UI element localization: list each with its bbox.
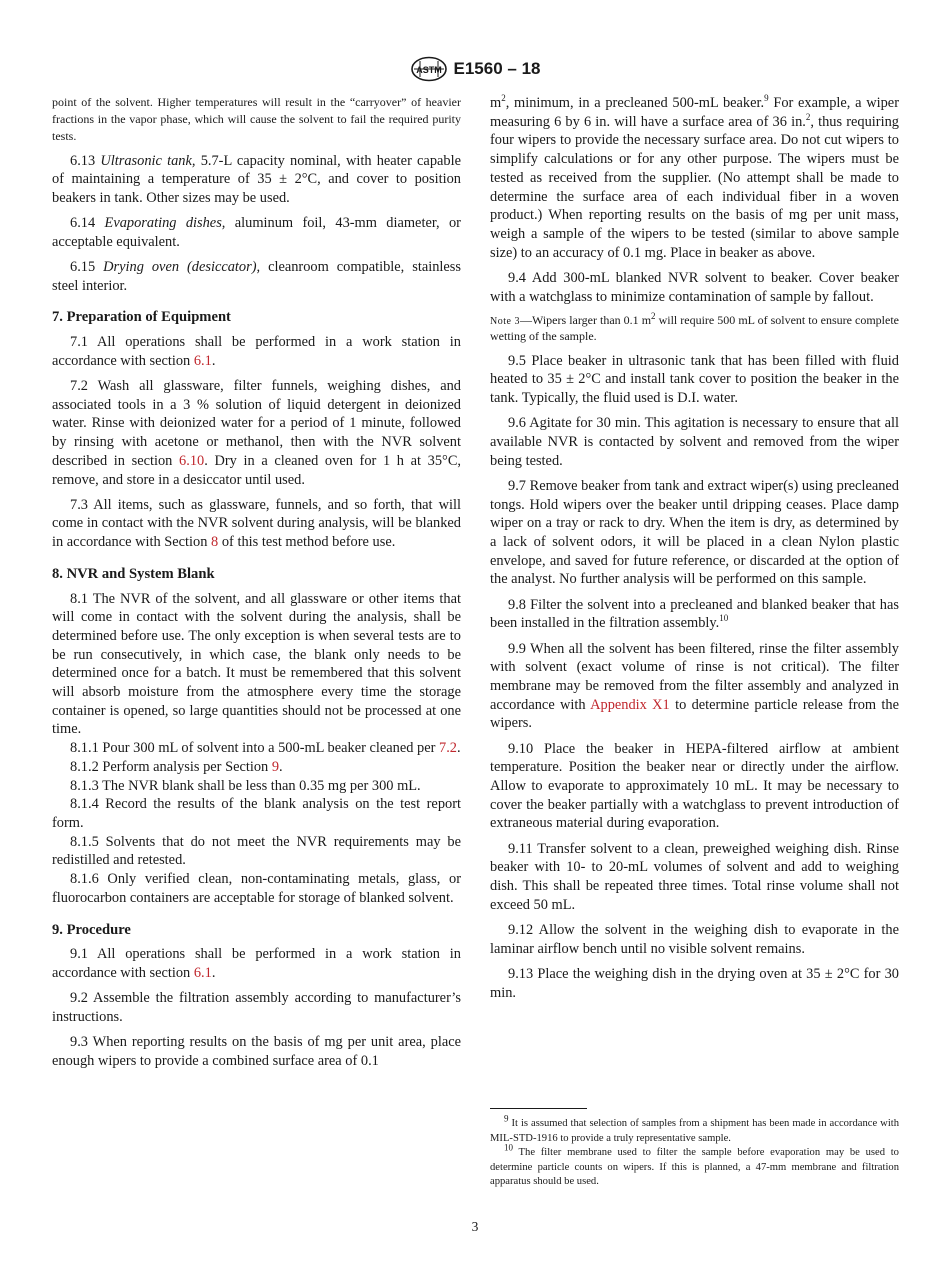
paragraph-8-1-6: 8.1.6 Only verified clean, non-contaminating metals, glass, or fluorocarbon containers are acceptable for storage of blanked solvent. [52,871,461,906]
note-3: Note 3—Wipers larger than 0.1 $m^2$ will require 500 mL of solvent to ensure complete wetting of the sample. [490,310,899,344]
footnote-9: $^9$ It is assumed that selection of samples from a shipment has been made in accordance with MIL-STD-1916 to provide a truly representative sample. [490,1113,900,1144]
paragraph-8-1-1: 8.1.1 Pour 300 mL of solvent into a 500-mL beaker cleaned per 7.2. [70,740,461,757]
ref-link-6-1[interactable]: 6.1 [193,352,212,369]
paragraph-6-13: 6.13 Ultrasonic tank, 5.7-L capacity nominal, with heater capable of maintaining a temperature of 35 ± 2°C, and cover to position beakers in tank. Other sizes may be used. [52,152,461,206]
paragraph-9-5: 9.5 Place beaker in ultrasonic tank that has been filled with fluid heated to 35 ± 2°C and install tank cover to position the beaker in the tank. Typically, the fluid used is D.I. water. [490,352,899,407]
page-header [0,56,950,87]
page-number: 3 [471,1219,479,1234]
section-heading-8: 8. NVR and System Blank [52,565,215,582]
paragraph-9-10: 9.10 Place the beaker in HEPA-filtered airflow at ambient temperature. Position the beaker near or directly under the airflow. Allow to evaporate to approximately 10 mL. It may be necessary to cover the beaker partially with a watchglass to prevent introduction of extraneous material during evaporation. [490,740,899,832]
paragraph-9-8: 9.8 Filter the solvent into a precleaned and blanked beaker that has been installed in the filtration assembly.$^{10}$ [490,596,899,632]
paragraph-6-15: 6.15 Drying oven (desiccator), cleanroom compatible, stainless steel interior. [52,259,461,294]
ref-link-6-1-b[interactable]: 6.1 [193,964,212,981]
paragraph-9-9: 9.9 When all the solvent has been filtered, rinse the filter assembly with solvent (exact volume of rinse is not critical). The filter membrane may be removed from the filter assembly and analyzed in accordance with Appendix X1 to determine particle release from the wipers. [490,640,899,732]
section-heading-9: 9. Procedure [52,921,131,938]
svg-text:ASTM: ASTM [415,65,442,75]
paragraph-9-6: 9.6 Agitate for 30 min. This agitation is necessary to ensure that all available NVR is contacted by solvent and removed from the wiper being tested. [490,415,899,469]
paragraph-7-2: 7.2 Wash all glassware, filter funnels, weighing dishes, and associated tools in a 3 % solution of liquid detergent in deionized water. Rinse with deionized water for a period of 1 minute, followed by rinsing with acetone or methanol, then with the NVR solvent described in section 6.10. Dry in a cleaned oven for 1 h at 35°C, remove, and store in a desiccator until used. [52,378,462,488]
paragraph-9-2: 9.2 Assemble the filtration assembly according to manufacturer’s instructions. [52,990,461,1025]
document-id: E1560 – 18 [453,59,541,78]
right-column [490,94,899,1009]
paragraph-8-1: 8.1 The NVR of the solvent, and all glassware or other items that will come in contact with the solvent during the analysis, shall be determined before use. The only exception is when several tests are to be run consecutively, in which case, the blank only needs to be determined once for a batch. It must be remembered that this solvent will absorb moisture from the atmosphere every time the storage container is opened, so large quantities should not be processed at one time. [52,590,461,738]
ref-link-section-9[interactable]: 9 [271,758,280,775]
ref-link-7-2[interactable]: 7.2 [439,740,458,757]
paragraph-9-1: 9.1 All operations shall be performed in a work station in accordance with section 6.1. [52,946,461,981]
ref-link-section-8[interactable]: 8 [211,534,219,551]
paragraph-carryover: point of the solvent. Higher temperatures will result in the “carryover” of heavier fractions in the vapor phase, which will cause the solvent to fail the required purity tests. [52,95,461,143]
paragraph-8-1-2: 8.1.2 Perform analysis per Section 9. [70,758,283,775]
section-heading-7: 7. Preparation of Equipment [52,309,231,326]
footnote-10: $^{10}$ The filter membrane used to filter the sample before evaporation may be used to determine particle counts on wipers. If this is planned, a 47-mm membrane and filtration apparatus should be used. [490,1142,899,1188]
paragraph-9-13: 9.13 Place the weighing dish in the drying oven at 35 ± 2°C for 30 min. [490,965,899,1001]
paragraph-8-1-3: 8.1.3 The NVR blank shall be less than 0.35 mg per 300 mL. [70,777,421,794]
paragraph-9-11: 9.11 Transfer solvent to a clean, preweighed weighing dish. Rinse beaker with 10- to 20-mL volumes of solvent and add to weighing dish. This shall be repeated three times. Total rinse volume shall not exceed 50 mL. [490,840,899,913]
paragraph-9-3: 9.3 When reporting results on the basis of mg per unit area, place enough wipers to provide a combined surface area of 0.1 [52,1034,461,1069]
paragraph-9-3-continued: $m^2$, minimum, in a precleaned 500-mL beaker.$^9$ For example, a wiper measuring 6 by 6 in. will have a surface area of 36 in.$^2$, thus requiring four wipers to provide the necessary surface area. Do not cut wipers to simplify calculations or for any other purpose. The wipers must be tested as received from the supplier. (No attempt shall be made to determine the surface area of each individual fiber in a woven product.) When reporting results on the basis of mg per unit mass, weigh a sample of the wipers to be tested (similar to above sample size) to an accuracy of 0.1 mg. Place in beaker as above. [490,93,899,261]
paragraph-9-4: 9.4 Add 300-mL blanked NVR solvent to beaker. Cover beaker with a watchglass to minimize contamination of sample by fallout. [490,269,899,305]
ref-link-6-10[interactable]: 6.10 [179,452,205,469]
left-column [52,94,461,1077]
paragraph-9-12: 9.12 Allow the solvent in the weighing dish to evaporate in the laminar airflow bench until no visible solvent remains. [490,921,899,957]
paragraph-8-1-5: 8.1.5 Solvents that do not meet the NVR requirements may be redistilled and retested. [52,833,461,869]
footnote-ref-10: 10 [719,613,729,624]
paragraph-9-7: 9.7 Remove beaker from tank and extract wiper(s) using precleaned tongs. Hold wipers over the beaker until dripping ceases. Place damp wiper on a tray or rack to dry. When the item is dry, as determined by a lack of solvent odors, it will be placed in a clean Nylon plastic envelope, and saved for future reference, or discarded at the option of the analyst. No further analysis will be performed on this sample. [490,477,899,588]
footnote-divider [490,1108,587,1109]
ref-link-appendix-x1[interactable]: Appendix X1 [590,696,670,713]
footnotes [490,1113,900,1190]
astm-logo-icon [410,56,448,82]
footnote-ref-9: 9 [764,93,769,104]
paragraph-7-3: 7.3 All items, such as glassware, funnels, and so forth, that will come in contact with the NVR solvent during analysis, will be blanked in accordance with Section 8 of this test method before use. [52,496,461,551]
paragraph-8-1-4: 8.1.4 Record the results of the blank analysis on the test report form. [52,796,461,831]
paragraph-7-1: 7.1 All operations shall be performed in a work station in accordance with section 6.1. [52,334,461,369]
paragraph-6-14: 6.14 Evaporating dishes, aluminum foil, 43-mm diameter, or acceptable equivalent. [52,215,461,250]
